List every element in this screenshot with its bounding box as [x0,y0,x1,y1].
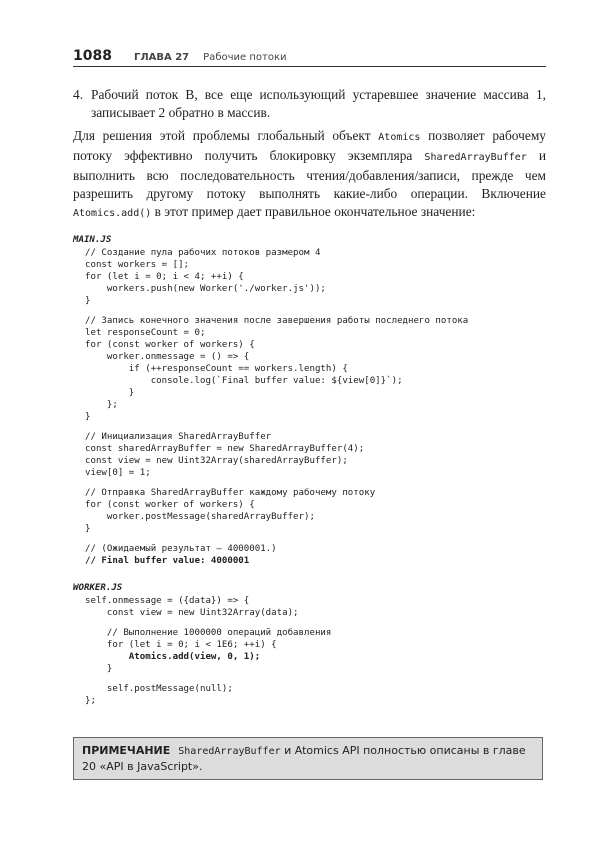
inline-code: Atomics [378,132,421,143]
list-number: 4. [73,87,84,102]
list-item [73,86,546,122]
code-line: view[0] = 1; [85,468,151,478]
text: Для решения этой проблемы глобальный объект [73,128,379,143]
listing-label: MAIN.JS [73,235,112,245]
text: и выполнить всю последовательность чтения/добавления/записи, прежде чем разрешить другому потоку выполнять какие-либо операции. Включение [73,148,547,201]
code-line: const view = new Uint32Array(data); [85,608,299,618]
running-header [73,48,546,67]
code-line: // Final buffer value: 4000001 [85,556,250,566]
code-line: } [85,296,91,306]
text: позволяет рабочему потоку эффективно получить блокировку экземпляра [73,128,546,163]
listing-label: WORKER.JS [73,583,123,593]
code-line: // Запись конечного значения после завершения работы последнего потока [85,316,469,326]
body-text [73,86,546,223]
code-line: const workers = []; [85,260,190,270]
code-listing-worker-js [73,581,546,707]
paragraph [73,127,546,223]
code-line: const sharedArrayBuffer = new SharedArrayBuffer(4); [85,444,365,454]
code-line: for (const worker of workers) { [85,340,255,350]
code-line: const view = new Uint32Array(sharedArrayBuffer); [85,456,348,466]
blank-line [73,535,546,543]
code-line: workers.push(new Worker('./worker.js')); [85,284,326,294]
code-line: } [85,388,135,398]
code-line: Atomics.add(view, 0, 1); [85,652,261,662]
code-line: } [85,412,91,422]
blank-line [73,675,546,683]
blank-line [73,307,546,315]
code-line: }; [85,400,118,410]
code-line: // (Ожидаемый результат — 4000001.) [85,544,277,554]
code-line: worker.postMessage(sharedArrayBuffer); [85,512,315,522]
blank-line [73,423,546,431]
code-line: // Отправка SharedArrayBuffer каждому рабочему потоку [85,488,376,498]
list-text: Рабочий поток B, все еще использующий устаревшее значение массива 1, записывает 2 обратно в массив. [91,87,546,120]
note-box [73,737,543,780]
text: в этот пример дает правильное окончательное значение: [151,204,476,219]
code-line: for (const worker of workers) { [85,500,255,510]
page-content [73,86,546,780]
code-line: } [85,664,113,674]
code-line: console.log(`Final buffer value: ${view[0]}`); [85,376,403,386]
code-line: // Инициализация SharedArrayBuffer [85,432,272,442]
note-code: SharedArrayBuffer [178,746,281,757]
code-line: if (++responseCount == workers.length) { [85,364,348,374]
chapter-title: Рабочие потоки [203,52,287,63]
code-line: } [85,524,91,534]
code-line: self.onmessage = ({data}) => { [85,596,250,606]
note-label: ПРИМЕЧАНИЕ [82,744,171,757]
blank-line [73,619,546,627]
code-line: for (let i = 0; i < 4; ++i) { [85,272,244,282]
code-listing-main-js [73,233,546,567]
code-line: // Выполнение 1000000 операций добавления [85,628,332,638]
code-line: for (let i = 0; i < 1E6; ++i) { [85,640,277,650]
page-number: 1088 [73,48,112,64]
inline-code: SharedArrayBuffer [424,152,527,163]
inline-code: Atomics.add() [73,208,152,219]
chapter-label: ГЛАВА 27 [133,52,190,63]
code-line: worker.onmessage = () => { [85,352,250,362]
blank-line [73,479,546,487]
note-text: и Atomics API полностью описаны в главе 20 «API в JavaScript». [82,744,526,773]
code-line: let responseCount = 0; [85,328,206,338]
code-line: self.postMessage(null); [85,684,233,694]
code-line: // Создание пула рабочих потоков размером 4 [85,248,321,258]
code-line: }; [85,696,96,706]
